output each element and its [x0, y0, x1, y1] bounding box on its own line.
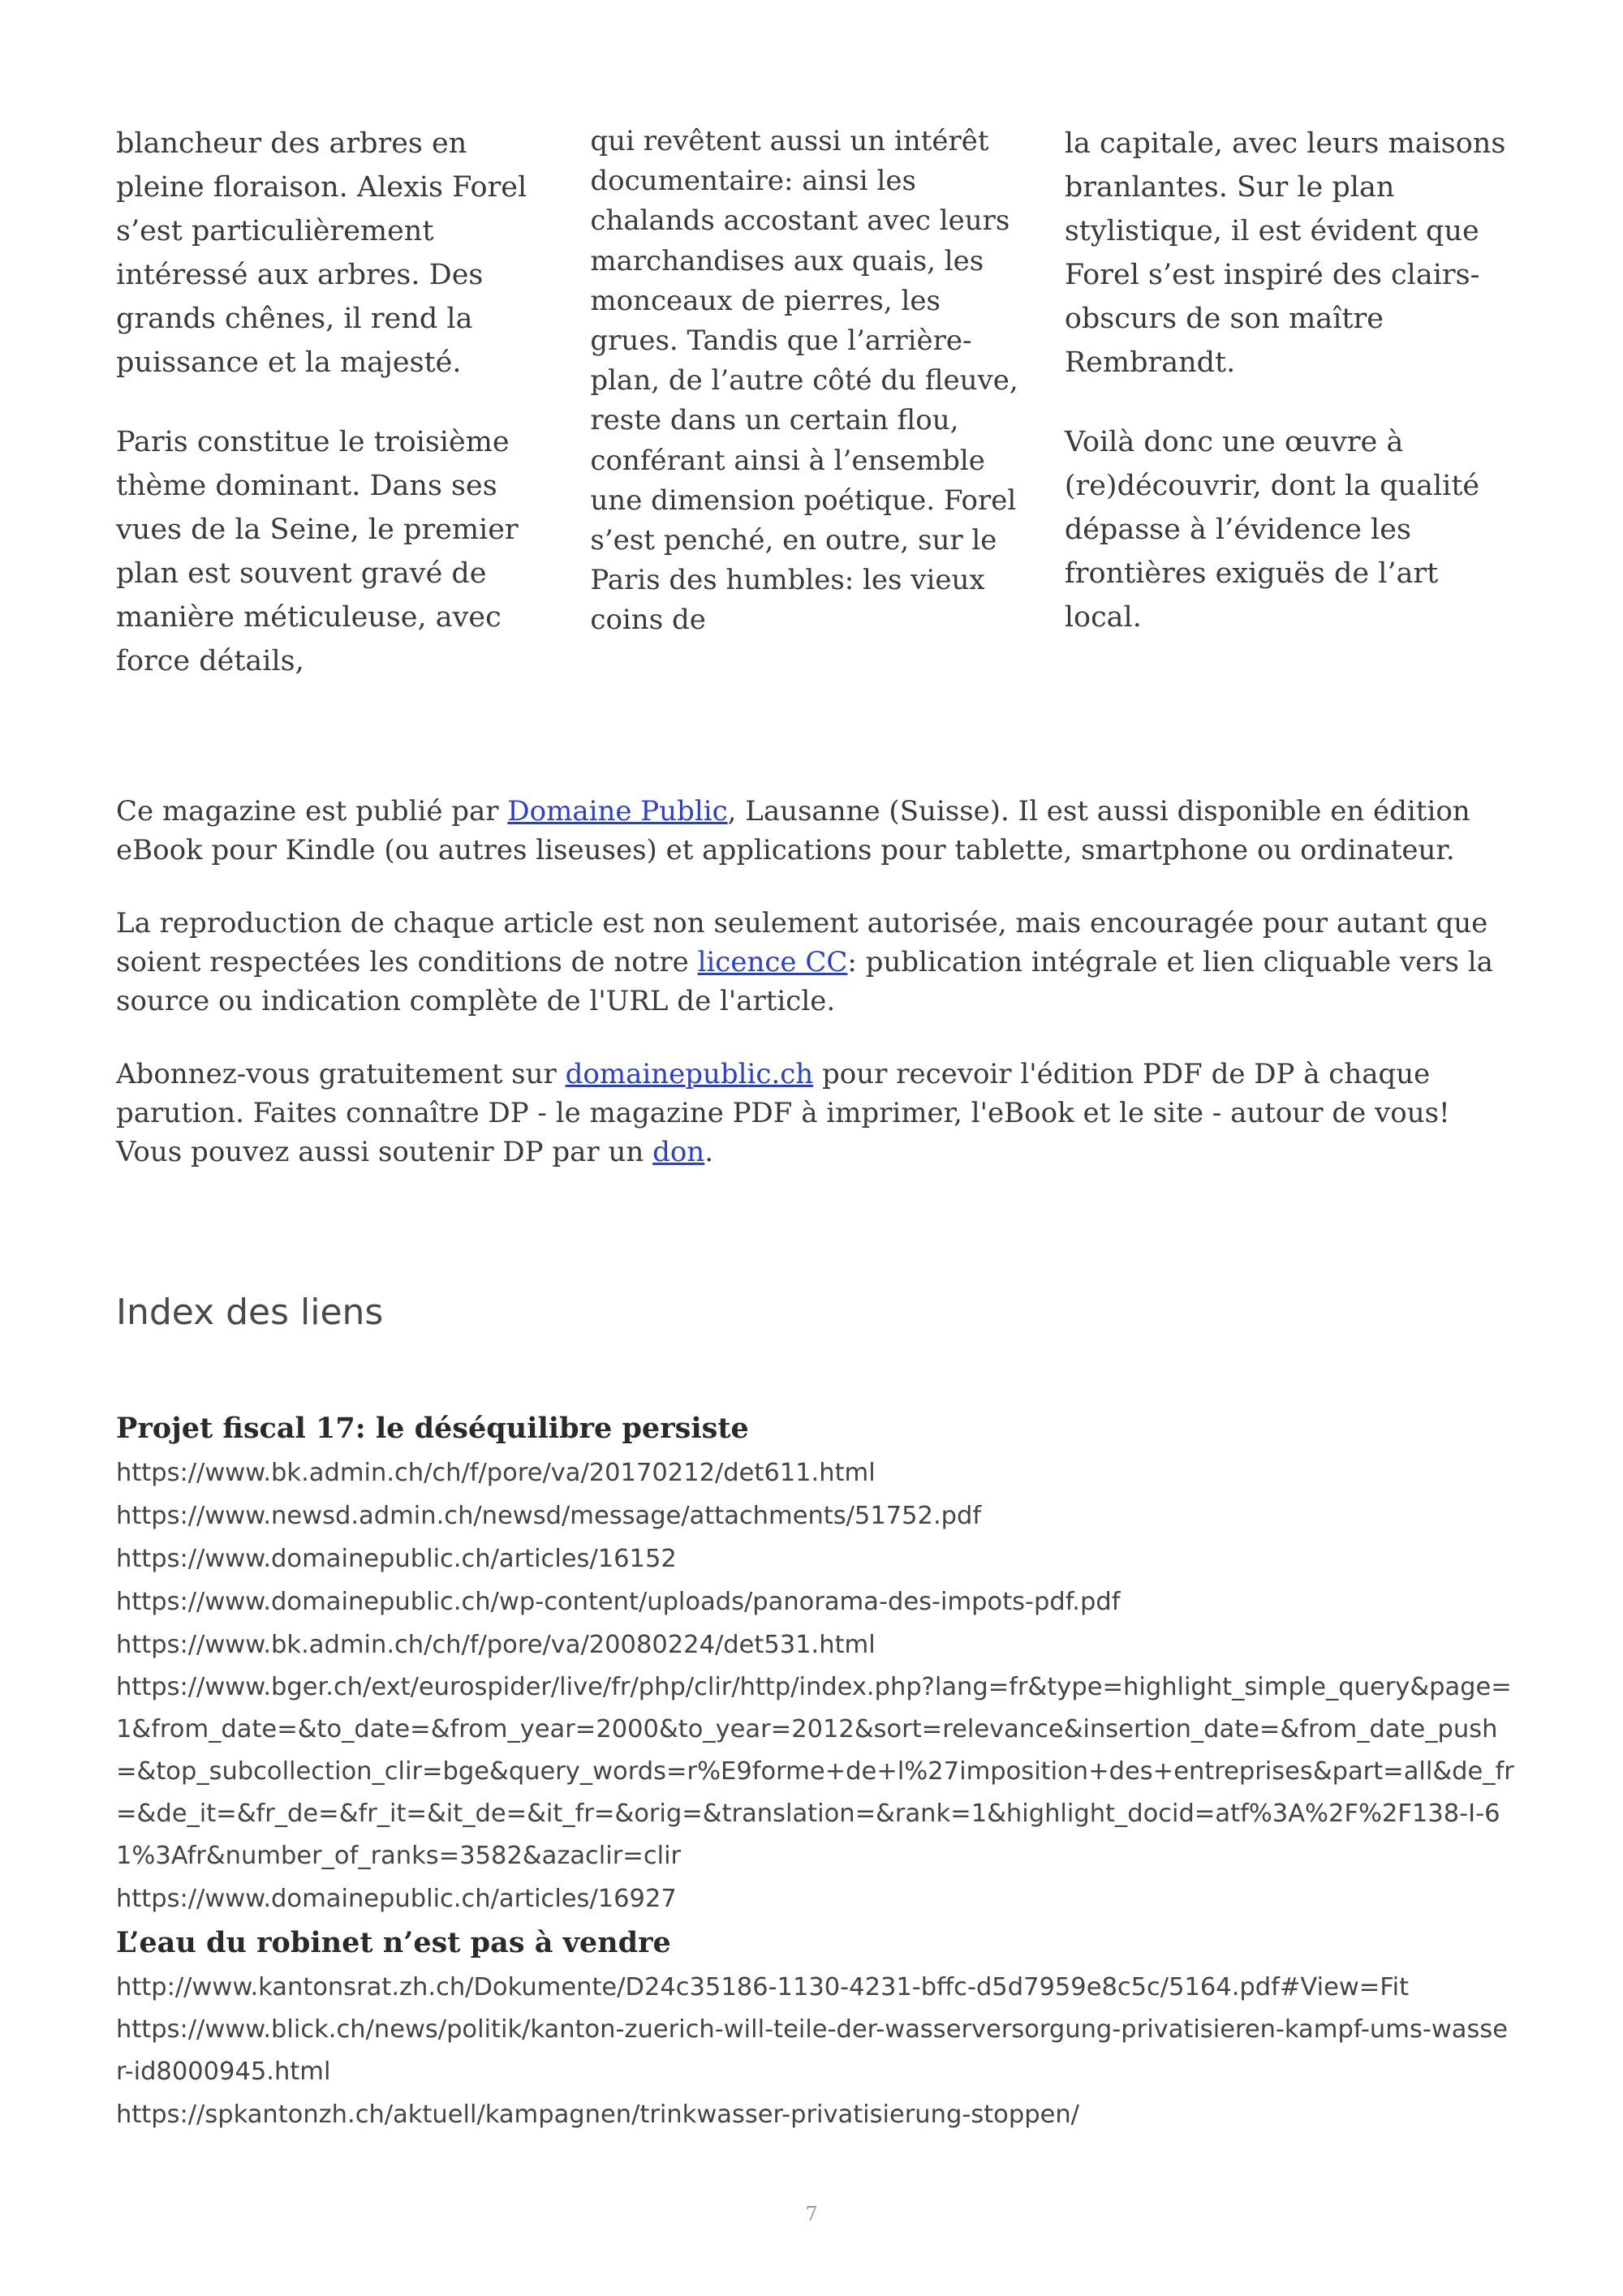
page-number: 7	[805, 2203, 818, 2225]
paragraph: la capitale, avec leurs maisons branlantes. Sur le plan stylistique, il est évident que Forel s’est inspiré des clairs-obscurs de son maître Rembrandt.	[1064, 127, 1506, 379]
link-url: https://www.bger.ch/ext/eurospider/live/fr/php/clir/http/index.php?lang=fr&type=highlight_simple_query&page=1&from_date=&to_date=&from_year=2000&to_year=2012&sort=relevance&insertion_date=&from_date_push=&top_subcollection_clir=bge&query_words=r%E9forme+de+l%27imposition+des+entreprises&part=all&de_fr=&de_it=&fr_de=&fr_it=&it_de=&it_fr=&orig=&translation=&rank=1&highlight_docid=atf%3A%2F%2F138-I-61%3Afr&number_of_ranks=3582&azaclir=clir	[116, 1673, 1514, 1870]
link-url: https://www.blick.ch/news/politik/kanton-zuerich-will-teile-der-wasserversorgung-privatisieren-kampf-ums-wasser-id8000945.html	[116, 2015, 1509, 2086]
donation-link[interactable]: don	[652, 1136, 705, 1168]
article-columns	[116, 122, 1512, 719]
domaine-public-link[interactable]: Domaine Public	[507, 795, 728, 828]
article-column-3	[1065, 122, 1512, 719]
paragraph: qui revêtent aussi un intérêt documentaire: ainsi les chalands accostant avec leurs marchandises aux quais, les monceaux de pierres, les grues. Tandis que l’arrière-plan, de l’autre côté du fleuve, reste dans un certain flou, conférant ainsi à l’ensemble une dimension poétique. Forel s’est penché, en outre, sur le Paris des humbles: les vieux coins de	[590, 125, 1018, 637]
link-url: https://www.newsd.admin.ch/newsd/message/attachments/51752.pdf	[116, 1502, 982, 1530]
domainepublic-link[interactable]: domainepublic.ch	[565, 1058, 814, 1090]
link-url: http://www.kantonsrat.zh.ch/Dokumente/D24c35186-1130-4231-bffc-d5d7959e8c5c/5164.pdf#View=Fit	[116, 1973, 1410, 2001]
link-index	[116, 1406, 1516, 2136]
article-column-1	[116, 122, 551, 719]
publisher-note: Ce magazine est publié par Domaine Public, Lausanne (Suisse). Il est aussi disponible en édition eBook pour Kindle (ou autres liseuses) et applications pour tablette, smartphone ou ordinateur.	[116, 795, 1470, 866]
link-url: https://spkantonzh.ch/aktuell/kampagnen/trinkwasser-privatisierung-stoppen/	[116, 2100, 1079, 2129]
publication-info	[116, 792, 1516, 1206]
subscribe-note: Abonnez-vous gratuitement sur domainepublic.ch pour recevoir l'édition PDF de DP à chaque parution. Faites connaître DP - le magazine PDF à imprimer, l'eBook et le site - autour de vous! Vous pouvez aussi soutenir DP par un don.	[116, 1058, 1450, 1168]
link-url: https://www.bk.admin.ch/ch/f/pore/va/20080224/det531.html	[116, 1631, 876, 1659]
article-column-2	[590, 122, 1025, 719]
link-url: https://www.bk.admin.ch/ch/f/pore/va/20170212/det611.html	[116, 1459, 876, 1487]
index-title: Index des liens	[116, 1292, 384, 1333]
paragraph: Voilà donc une œuvre à (re)découvrir, dont la qualité dépasse à l’évidence les frontières exiguës de l’art local.	[1064, 426, 1480, 634]
link-url: https://www.domainepublic.ch/wp-content/uploads/panorama-des-impots-pdf.pdf	[116, 1588, 1121, 1616]
article-title: Projet fiscal 17: le déséquilibre persiste	[116, 1412, 749, 1445]
paragraph: blancheur des arbres en pleine floraison. Alexis Forel s’est particulièrement intéressé aux arbres. Des grands chênes, il rend la puissance et la majesté.	[116, 127, 527, 379]
article-title: L’eau du robinet n’est pas à vendre	[116, 1926, 671, 1959]
license-note: La reproduction de chaque article est non seulement autorisée, mais encouragée pour autant que soient respectées les conditions de notre licence CC: publication intégrale et lien cliquable vers la source ou indication complète de l'URL de l'article.	[116, 907, 1493, 1017]
paragraph: Paris constitue le troisième thème dominant. Dans ses vues de la Seine, le premier plan est souvent gravé de manière méticuleuse, avec force détails,	[116, 426, 519, 677]
link-url: https://www.domainepublic.ch/articles/16152	[116, 1545, 677, 1573]
licence-cc-link[interactable]: licence CC	[697, 946, 848, 978]
link-url: https://www.domainepublic.ch/articles/16927	[116, 1885, 677, 1913]
